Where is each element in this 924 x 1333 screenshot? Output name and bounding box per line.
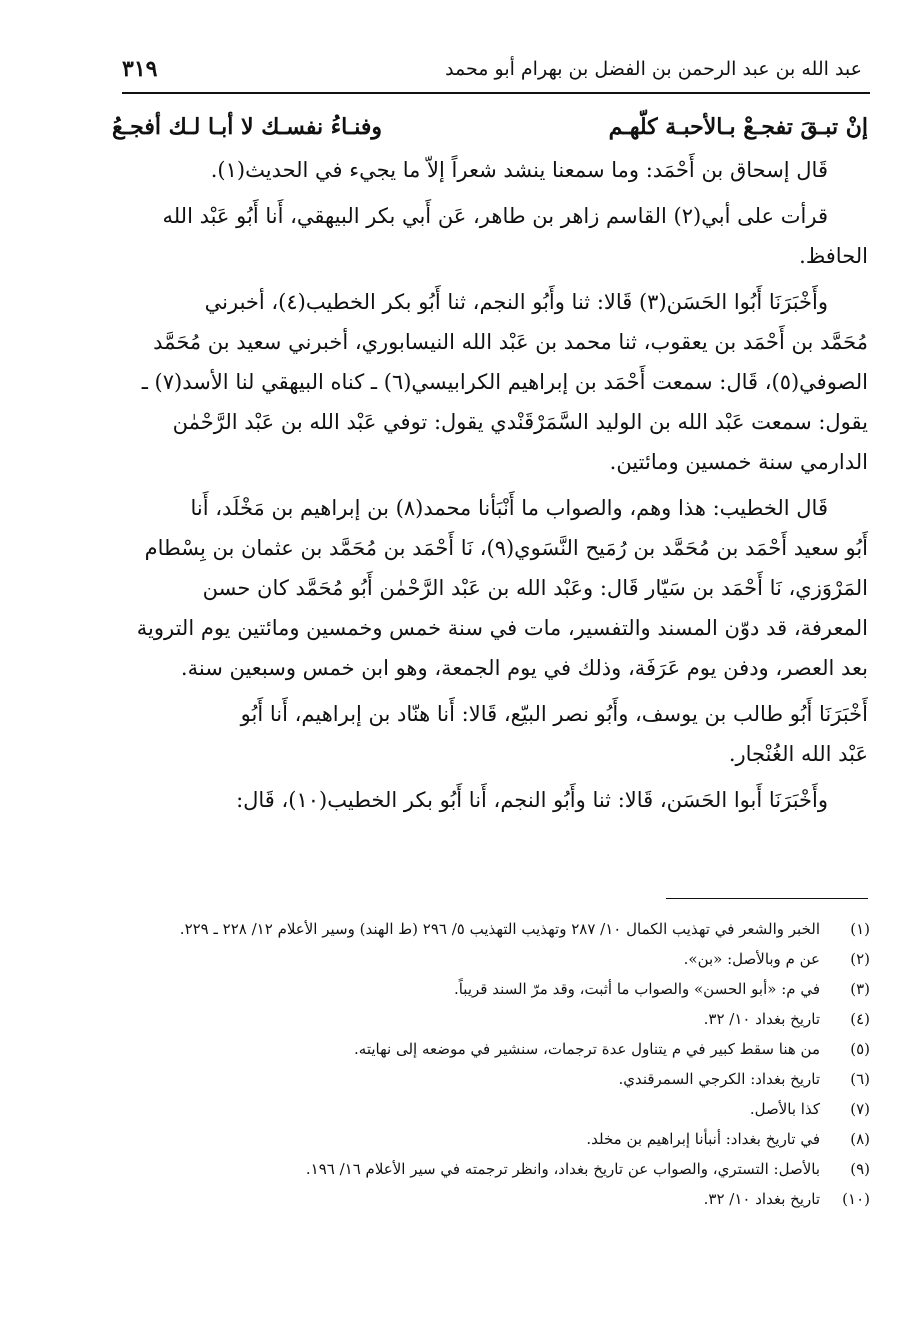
footnote: (٣) في م: «أبو الحسن» والصواب ما أثبت، وقد مرّ السند قريباً. bbox=[453, 980, 870, 998]
text-line: المعرفة، قد دوّن المسند والتفسير، مات في سنة خمس وخمسين ومائتين يوم التروية bbox=[136, 616, 868, 640]
footnote: (٢) عن م وبالأصل: «بن». bbox=[683, 950, 870, 968]
text-line: وأَخْبَرَنَا أَبوا الحَسَن، قَالا: ثنا وأَبُو النجم، أَنا أَبُو بكر الخطيب(١٠)، قَال: bbox=[236, 788, 828, 812]
text-line: الصوفي(٥)، قَال: سمعت أَحْمَد بن إبراهيم الكرابيسي(٦) ـ كناه البيهقي لنا الأسد(٧) ـ bbox=[141, 370, 868, 394]
main-text bbox=[112, 104, 868, 820]
footnotes bbox=[122, 916, 870, 1216]
text-line: مُحَمَّد بن أَحْمَد بن يعقوب، ثنا محمد بن عَبْد الله النيسابوري، أخبرني سعيد بن مُحَمَّد bbox=[153, 330, 868, 354]
text-line: قرأت على أبي(٢) القاسم زاهر بن طاهر، عَن أَبي بكر البيهقي، أَنا أَبُو عَبْد الله bbox=[162, 204, 828, 228]
text-line: المَرْوَزي، نَا أَحْمَد بن سَيّار قَال: وعَبْد الله بن عَبْد الرَّحْمٰن أَبُو مُحَمَّد كان حسن bbox=[202, 576, 868, 600]
footnote: (٩) بالأصل: التستري، والصواب عن تاريخ بغداد، وانظر ترجمته في سير الأعلام ١٦/ ١٩٦. bbox=[305, 1160, 870, 1178]
footnote: (٥) من هنا سقط كبير في م يتناول عدة ترجمات، سنشير في موضعه إلى نهايته. bbox=[354, 1040, 870, 1058]
text-line: يقول: سمعت عَبْد الله بن الوليد السَّمَرْقَنْدي يقول: توفي عَبْد الله بن عَبْد الرَّحْمٰن bbox=[172, 410, 868, 434]
text-line: الدارمي سنة خمسين ومائتين. bbox=[609, 450, 868, 474]
text-line: الحافظ. bbox=[799, 244, 868, 268]
footnote: (٧) كذا بالأصل. bbox=[749, 1100, 870, 1118]
header-title: عبد الله بن عبد الرحمن بن الفضل بن بهرام أبو محمد bbox=[445, 58, 862, 80]
footnote: (١) الخبر والشعر في تهذيب الكمال ١٠/ ٢٨٧ وتهذيب التهذيب ٥/ ٢٩٦ (ط الهند) وسير الأعلام ١٢/ ٢٢٨ ـ ٢٢٩. bbox=[179, 920, 870, 938]
text-line: بعد العصر، ودفن يوم عَرَفَة، وذلك في يوم الجمعة، وهو ابن خمس وسبعين سنة. bbox=[180, 656, 868, 680]
footnote: (٦) تاريخ بغداد: الكرجي السمرقندي. bbox=[618, 1070, 870, 1088]
verse-second-hemistich: وفنـاءُ نفسـك لا أبـا لـك أفجـعُ bbox=[112, 114, 383, 140]
footnote: (٤) تاريخ بغداد ١٠/ ٣٢. bbox=[703, 1010, 870, 1028]
text-line: عَبْد الله الغُنْجار. bbox=[728, 742, 868, 766]
verse-first-hemistich: إنْ تبـقَ تفجـعْ بـالأحبـة كلّهـم bbox=[608, 114, 868, 140]
running-header bbox=[122, 52, 862, 92]
footnote-separator bbox=[666, 898, 868, 899]
footnote: (٨) في تاريخ بغداد: أنبأنا إبراهيم بن مخلد. bbox=[586, 1130, 870, 1148]
text-line: قَال الخطيب: هذا وهم، والصواب ما أَنْبَأنا محمد(٨) بن إبراهيم بن مَخْلَد، أَنا bbox=[190, 496, 828, 520]
footnote: (١٠) تاريخ بغداد ١٠/ ٣٢. bbox=[703, 1190, 870, 1208]
text-line: قَال إسحاق بن أَحْمَد: وما سمعنا ينشد شعراً إلاّ ما يجيء في الحديث(١). bbox=[210, 158, 828, 182]
header-rule bbox=[122, 92, 870, 94]
page-number: ٣١٩ bbox=[122, 56, 158, 82]
poetry-verse bbox=[112, 104, 868, 150]
text-line: أَبُو سعيد أَحْمَد بن مُحَمَّد بن رُمَيح النَّسَوي(٩)، نَا أَحْمَد بن مُحَمَّد بن عثمان بن بِسْطام bbox=[144, 536, 868, 560]
text-line: وأَخْبَرَنَا أَبُوا الحَسَن(٣) قَالا: ثنا وأَبُو النجم، ثنا أَبُو بكر الخطيب(٤)، أخبرني bbox=[204, 290, 828, 314]
text-line: أَخْبَرَنَا أَبُو طالب بن يوسف، وأَبُو نصر البيّع، قَالا: أَنا هنّاد بن إبراهيم، أَنا أَبُو bbox=[240, 702, 868, 726]
